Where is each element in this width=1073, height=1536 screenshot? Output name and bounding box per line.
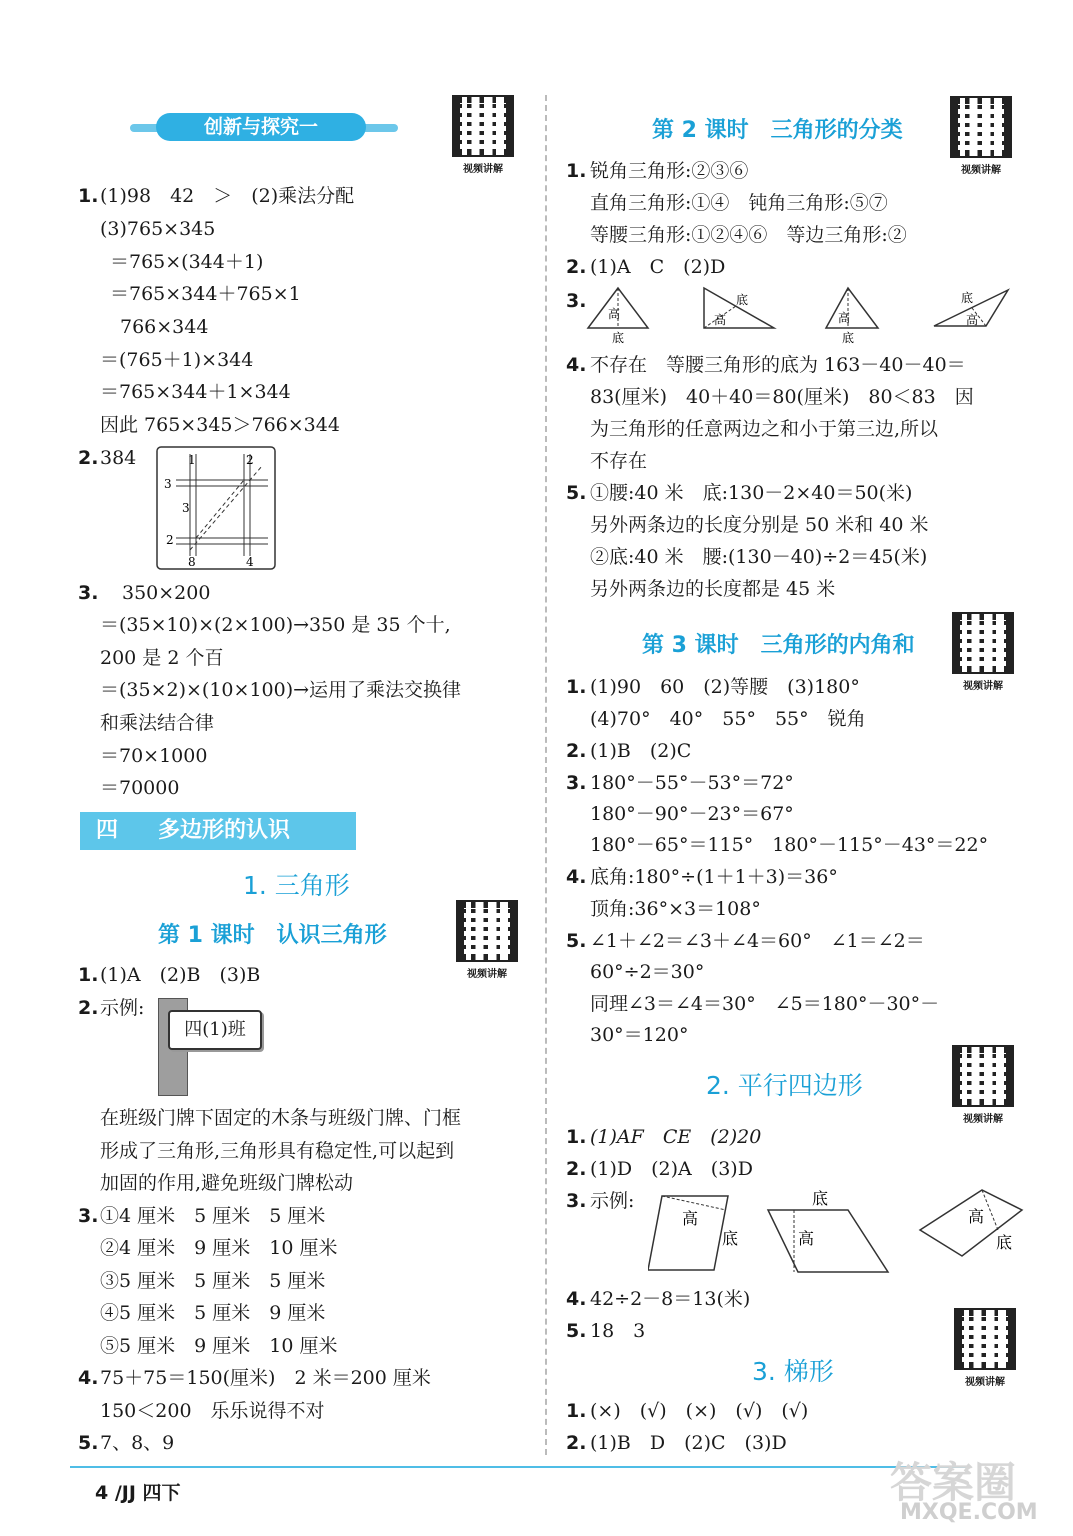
answer-line: (1)B D (2)C (3)D: [590, 1432, 787, 1454]
q-number: 2.: [566, 1432, 587, 1454]
qr-code-image: [452, 95, 514, 157]
answer-line: 18 3: [590, 1320, 646, 1342]
qr-code-image: [952, 1045, 1014, 1107]
answer-line: ⑤5 厘米 9 厘米 10 厘米: [100, 1335, 338, 1357]
q-number: 4.: [566, 1288, 587, 1310]
class-sign: 四(1)班: [168, 1010, 262, 1050]
answer-line: 因此 765×345＞766×344: [100, 414, 340, 436]
answer-line: 同理∠3＝∠4＝30° ∠5＝180°－30°－: [590, 993, 940, 1015]
answer-line: 150＜200 乐乐说得不对: [100, 1400, 325, 1422]
answer-line: ④5 厘米 5 厘米 9 厘米: [100, 1302, 326, 1324]
q-number: 4.: [78, 1367, 99, 1389]
watermark-url: MXQE.COM: [900, 1500, 1038, 1525]
answer-line: 30°＝120°: [590, 1024, 689, 1046]
qr-code-icon[interactable]: [452, 95, 514, 175]
parallelogram-heights-figure: [648, 1186, 1028, 1276]
answer-line: 底角:180°÷(1＋1＋3)＝36°: [590, 866, 838, 888]
lesson-title: 第 2 课时 三角形的分类: [652, 118, 903, 143]
lesson-title: 第 1 课时 认识三角形: [158, 923, 387, 948]
answer-line: 示例:: [590, 1190, 635, 1212]
line-diagram: [156, 446, 276, 570]
svg-text:底: 底: [736, 293, 749, 307]
answer-line: (1)98 42 ＞ (2)乘法分配: [100, 185, 355, 207]
answer-line: 顶角:36°×3＝108°: [590, 898, 761, 920]
answer-line: (4)70° 40° 55° 55° 锐角: [590, 708, 866, 730]
svg-text:底: 底: [996, 1233, 1013, 1252]
answer-line: ③5 厘米 5 厘米 5 厘米: [100, 1270, 326, 1292]
answer-line: 350×200: [122, 582, 211, 604]
qr-caption: 视频讲解: [467, 969, 507, 980]
answer-line: 60°÷2＝30°: [590, 961, 705, 983]
svg-text:底: 底: [812, 1189, 829, 1208]
unit-number: 四: [96, 818, 119, 843]
q-number: 1.: [78, 185, 99, 207]
q-number: 3.: [566, 1190, 587, 1212]
answer-line: 形成了三角形,三角形具有稳定性,可以起到: [100, 1140, 455, 1162]
answer-line: 75＋75＝150(厘米) 2 米＝200 厘米: [100, 1367, 431, 1389]
section-banner: [130, 113, 398, 141]
watermark-logo: 答案圈: [890, 1458, 1017, 1507]
q-number: 5.: [78, 1432, 99, 1454]
answer-line: 83(厘米) 40＋40＝80(厘米) 80＜83 因: [590, 386, 974, 408]
answer-line: 示例:: [100, 997, 145, 1019]
qr-code-icon[interactable]: [952, 1045, 1014, 1125]
answer-line: 在班级门牌下固定的木条与班级门牌、门框: [100, 1107, 462, 1129]
svg-text:高: 高: [966, 313, 979, 327]
q-number: 2.: [566, 740, 587, 762]
svg-text:高: 高: [682, 1209, 699, 1228]
answer-line: ①腰:40 米 底:130－2×40＝50(米): [590, 482, 913, 504]
qr-code-image: [950, 96, 1012, 158]
answer-line: 不存在 等腰三角形的底为 163－40－40＝: [590, 354, 966, 376]
q-number: 4.: [566, 866, 587, 888]
qr-caption: 视频讲解: [963, 681, 1003, 692]
footer-rule: [70, 1466, 970, 1468]
q-number: 3.: [566, 772, 587, 794]
answer-line: (1)A C (2)D: [590, 256, 726, 278]
qr-code-icon[interactable]: [954, 1308, 1016, 1388]
answer-line: 另外两条边的长度都是 45 米: [590, 578, 836, 600]
q-number: 2.: [566, 1158, 587, 1180]
svg-text:底: 底: [842, 331, 855, 345]
answer-line: ＝765×344＋1×344: [100, 381, 291, 403]
answer-line: ∠1＋∠2＝∠3＋∠4＝60° ∠1＝∠2＝: [590, 930, 925, 952]
qr-code-icon[interactable]: [952, 612, 1014, 692]
q-number: 1.: [566, 1400, 587, 1422]
answer-line: (1)A (2)B (3)B: [100, 964, 261, 986]
q-number: 5.: [566, 1320, 587, 1342]
fig-label: 4: [246, 555, 254, 569]
answer-line: 180°－55°－53°＝72°: [590, 772, 794, 794]
banner-title: 创新与探究一: [156, 113, 366, 141]
answer-line: (3)765×345: [100, 218, 216, 240]
q-number: 5.: [566, 930, 587, 952]
answer-line: 为三角形的任意两边之和小于第三边,所以: [590, 418, 939, 440]
answer-line: (1)AF CE (2)20: [590, 1126, 762, 1148]
chapter-title: 3. 梯形: [752, 1357, 834, 1386]
column-divider: [545, 95, 547, 1455]
answer-line: ①4 厘米 5 厘米 5 厘米: [100, 1205, 326, 1227]
qr-code-image: [952, 612, 1014, 674]
svg-text:高: 高: [714, 313, 727, 327]
answer-line: ＝(765＋1)×344: [100, 349, 254, 371]
answer-line: 384: [100, 447, 137, 469]
answer-line: ＝(35×2)×(10×100)→运用了乘法交换律: [100, 679, 462, 701]
answer-line: 180°－65°＝115° 180°－115°－43°＝22°: [590, 834, 989, 856]
qr-code-icon[interactable]: [950, 96, 1012, 176]
lesson-title: 第 3 课时 三角形的内角和: [642, 633, 915, 658]
qr-caption: 视频讲解: [463, 164, 503, 175]
chapter-title: 2. 平行四边形: [706, 1071, 863, 1100]
unit-banner: [80, 812, 356, 850]
answer-line: ②4 厘米 9 厘米 10 厘米: [100, 1237, 338, 1259]
answer-line: 180°－90°－23°＝67°: [590, 803, 794, 825]
fig-label: 1: [188, 453, 196, 467]
q-number: 1.: [566, 160, 587, 182]
svg-text:高: 高: [608, 307, 621, 321]
q-number: 1.: [78, 964, 99, 986]
q-number: 5.: [566, 482, 587, 504]
answer-line: 200 是 2 个百: [100, 647, 224, 669]
chapter-title: 1. 三角形: [243, 871, 350, 900]
svg-text:底: 底: [612, 331, 625, 345]
qr-code-image: [954, 1308, 1016, 1370]
svg-text:底: 底: [722, 1229, 739, 1248]
answer-line: (×) (√) (×) (√) (√): [590, 1400, 809, 1422]
answer-line: ②底:40 米 腰:(130－40)÷2＝45(米): [590, 546, 928, 568]
answer-line: (1)90 60 (2)等腰 (3)180°: [590, 676, 860, 698]
svg-text:高: 高: [838, 311, 851, 325]
answer-line: ＝70×1000: [100, 745, 208, 767]
answer-line: (1)B (2)C: [590, 740, 692, 762]
unit-title: 多边形的认识: [158, 818, 291, 843]
qr-caption: 视频讲解: [961, 165, 1001, 176]
answer-line: ＝765×(344＋1): [110, 251, 264, 273]
qr-caption: 视频讲解: [963, 1114, 1003, 1125]
answer-line: ＝765×344＋765×1: [110, 283, 301, 305]
answer-line: 另外两条边的长度分别是 50 米和 40 米: [590, 514, 929, 536]
answer-line: 加固的作用,避免班级门牌松动: [100, 1172, 354, 1194]
answer-line: 不存在: [590, 450, 648, 472]
answer-line: 锐角三角形:②③⑥: [590, 160, 749, 182]
q-number: 4.: [566, 354, 587, 376]
page-footer: 4 /JJ 四下: [95, 1482, 181, 1504]
answer-line: (1)D (2)A (3)D: [590, 1158, 753, 1180]
q-number: 3.: [78, 582, 99, 604]
q-number: 1.: [566, 1126, 587, 1148]
fig-label: 2: [246, 453, 254, 467]
q-number: 2.: [566, 256, 587, 278]
fig-label: 8: [188, 555, 196, 569]
answer-line: 和乘法结合律: [100, 712, 215, 734]
triangle-heights-figure: [586, 284, 1016, 346]
svg-text:底: 底: [961, 291, 974, 305]
q-number: 2.: [78, 447, 99, 469]
fig-label: 2: [166, 533, 174, 547]
q-number: 1.: [566, 676, 587, 698]
fig-label: 3: [182, 501, 190, 515]
svg-text:高: 高: [798, 1229, 815, 1248]
answer-line: 等腰三角形:①②④⑥ 等边三角形:②: [590, 224, 907, 246]
answer-line: ＝(35×10)×(2×100)→350 是 35 个十,: [100, 614, 451, 636]
fig-label: 3: [164, 477, 172, 491]
answer-line: 766×344: [120, 316, 209, 338]
answer-line: 42÷2－8＝13(米): [590, 1288, 751, 1310]
qr-caption: 视频讲解: [965, 1377, 1005, 1388]
q-number: 3.: [566, 290, 587, 312]
answer-line: 直角三角形:①④ 钝角三角形:⑤⑦: [590, 192, 888, 214]
q-number: 3.: [78, 1205, 99, 1227]
qr-code-image: [456, 900, 518, 962]
answer-line: 7、8、9: [100, 1432, 175, 1454]
svg-text:高: 高: [968, 1207, 985, 1226]
qr-code-icon[interactable]: [456, 900, 518, 980]
answer-line: ＝70000: [100, 777, 180, 799]
q-number: 2.: [78, 997, 99, 1019]
